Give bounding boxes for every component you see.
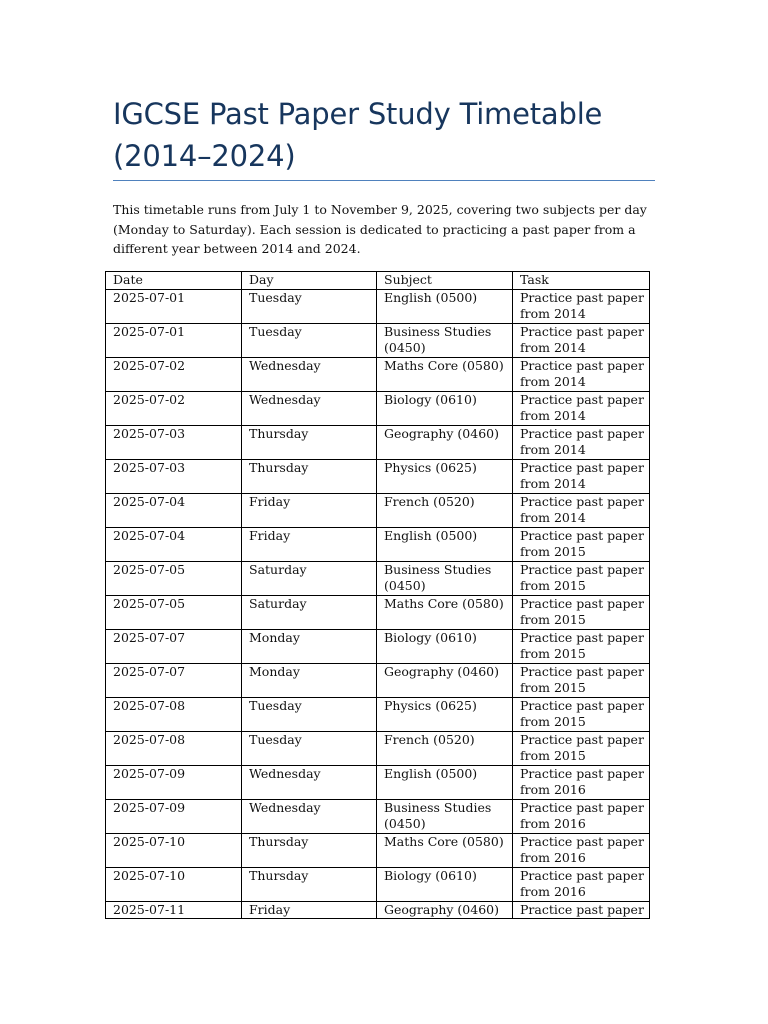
cell-date: 2025-07-02 — [106, 391, 242, 425]
cell-day: Tuesday — [242, 731, 377, 765]
cell-day: Friday — [242, 901, 377, 919]
cell-subject: French (0520) — [377, 493, 513, 527]
cell-subject: Physics (0625) — [377, 459, 513, 493]
cell-day: Thursday — [242, 425, 377, 459]
cell-task: Practice past paper from 2015 — [513, 629, 650, 663]
table-row — [106, 731, 650, 765]
cell-date: 2025-07-09 — [106, 765, 242, 799]
cell-day: Thursday — [242, 459, 377, 493]
cell-subject: Geography (0460) — [377, 663, 513, 697]
cell-subject: Business Studies (0450) — [377, 323, 513, 357]
cell-day: Monday — [242, 629, 377, 663]
cell-date: 2025-07-01 — [106, 323, 242, 357]
table-body — [106, 289, 650, 919]
cell-task: Practice past paper from 2014 — [513, 323, 650, 357]
cell-task: Practice past paper from 2016 — [513, 799, 650, 833]
cell-task: Practice past paper from 2015 — [513, 561, 650, 595]
cell-date: 2025-07-07 — [106, 663, 242, 697]
cell-task: Practice past paper from 2015 — [513, 663, 650, 697]
table-row — [106, 357, 650, 391]
cell-day: Wednesday — [242, 391, 377, 425]
cell-task: Practice past paper from 2016 — [513, 867, 650, 901]
intro-paragraph: This timetable runs from July 1 to November 9, 2025, covering two subjects per day (Monday to Saturday). Each session is dedicated to practicing a past paper from a different year between 2014 and 2024. — [113, 202, 647, 256]
cell-subject: Business Studies (0450) — [377, 799, 513, 833]
table-header-row — [106, 272, 650, 290]
cell-subject: Maths Core (0580) — [377, 357, 513, 391]
cell-task: Practice past paper from 2014 — [513, 357, 650, 391]
table-row — [106, 901, 650, 919]
cell-task: Practice past paper from 2014 — [513, 289, 650, 323]
cell-date: 2025-07-01 — [106, 289, 242, 323]
cell-date: 2025-07-07 — [106, 629, 242, 663]
cell-task: Practice past paper from 2014 — [513, 459, 650, 493]
cell-subject: Business Studies (0450) — [377, 561, 513, 595]
table-row — [106, 833, 650, 867]
cell-subject: Biology (0610) — [377, 867, 513, 901]
cell-subject: Biology (0610) — [377, 391, 513, 425]
cell-task: Practice past paper from 2014 — [513, 493, 650, 527]
cell-task: Practice past paper from 2015 — [513, 527, 650, 561]
table-row — [106, 697, 650, 731]
cell-task: Practice past paper from 2014 — [513, 425, 650, 459]
table-row — [106, 799, 650, 833]
table-row — [106, 323, 650, 357]
timetable-table — [105, 271, 650, 919]
cell-subject: Biology (0610) — [377, 629, 513, 663]
cell-task: Practice past paper from 2014 — [513, 391, 650, 425]
table-row — [106, 459, 650, 493]
cell-subject: Maths Core (0580) — [377, 833, 513, 867]
cell-day: Thursday — [242, 833, 377, 867]
cell-day: Wednesday — [242, 765, 377, 799]
header-day: Day — [242, 272, 377, 290]
cell-task: Practice past paper from 2016 — [513, 765, 650, 799]
page-title: IGCSE Past Paper Study Timetable (2014–2024) — [113, 97, 603, 173]
table-row — [106, 425, 650, 459]
table-row — [106, 663, 650, 697]
table-row — [106, 289, 650, 323]
cell-task: Practice past paper — [513, 901, 650, 919]
cell-date: 2025-07-09 — [106, 799, 242, 833]
cell-day: Saturday — [242, 561, 377, 595]
table-row — [106, 391, 650, 425]
cell-date: 2025-07-04 — [106, 493, 242, 527]
cell-day: Tuesday — [242, 289, 377, 323]
cell-day: Wednesday — [242, 799, 377, 833]
table-row — [106, 867, 650, 901]
cell-date: 2025-07-03 — [106, 459, 242, 493]
cell-day: Tuesday — [242, 323, 377, 357]
cell-day: Monday — [242, 663, 377, 697]
cell-subject: English (0500) — [377, 289, 513, 323]
cell-day: Saturday — [242, 595, 377, 629]
table-row — [106, 493, 650, 527]
cell-subject: Physics (0625) — [377, 697, 513, 731]
cell-task: Practice past paper from 2015 — [513, 697, 650, 731]
cell-day: Tuesday — [242, 697, 377, 731]
cell-day: Friday — [242, 493, 377, 527]
cell-task: Practice past paper from 2015 — [513, 595, 650, 629]
cell-date: 2025-07-04 — [106, 527, 242, 561]
cell-day: Wednesday — [242, 357, 377, 391]
header-date: Date — [106, 272, 242, 290]
table-row — [106, 629, 650, 663]
table-row — [106, 527, 650, 561]
cell-task: Practice past paper from 2016 — [513, 833, 650, 867]
header-subject: Subject — [377, 272, 513, 290]
title-underline — [113, 180, 655, 181]
cell-day: Friday — [242, 527, 377, 561]
cell-date: 2025-07-02 — [106, 357, 242, 391]
cell-subject: French (0520) — [377, 731, 513, 765]
cell-date: 2025-07-10 — [106, 833, 242, 867]
cell-date: 2025-07-11 — [106, 901, 242, 919]
header-task: Task — [513, 272, 650, 290]
cell-day: Thursday — [242, 867, 377, 901]
cell-subject: Geography (0460) — [377, 901, 513, 919]
cell-date: 2025-07-05 — [106, 595, 242, 629]
cell-date: 2025-07-05 — [106, 561, 242, 595]
table-row — [106, 595, 650, 629]
cell-subject: English (0500) — [377, 765, 513, 799]
cell-task: Practice past paper from 2015 — [513, 731, 650, 765]
cell-subject: Geography (0460) — [377, 425, 513, 459]
table-row — [106, 765, 650, 799]
cell-date: 2025-07-03 — [106, 425, 242, 459]
cell-subject: English (0500) — [377, 527, 513, 561]
cell-date: 2025-07-08 — [106, 731, 242, 765]
cell-subject: Maths Core (0580) — [377, 595, 513, 629]
cell-date: 2025-07-10 — [106, 867, 242, 901]
table-row — [106, 561, 650, 595]
cell-date: 2025-07-08 — [106, 697, 242, 731]
